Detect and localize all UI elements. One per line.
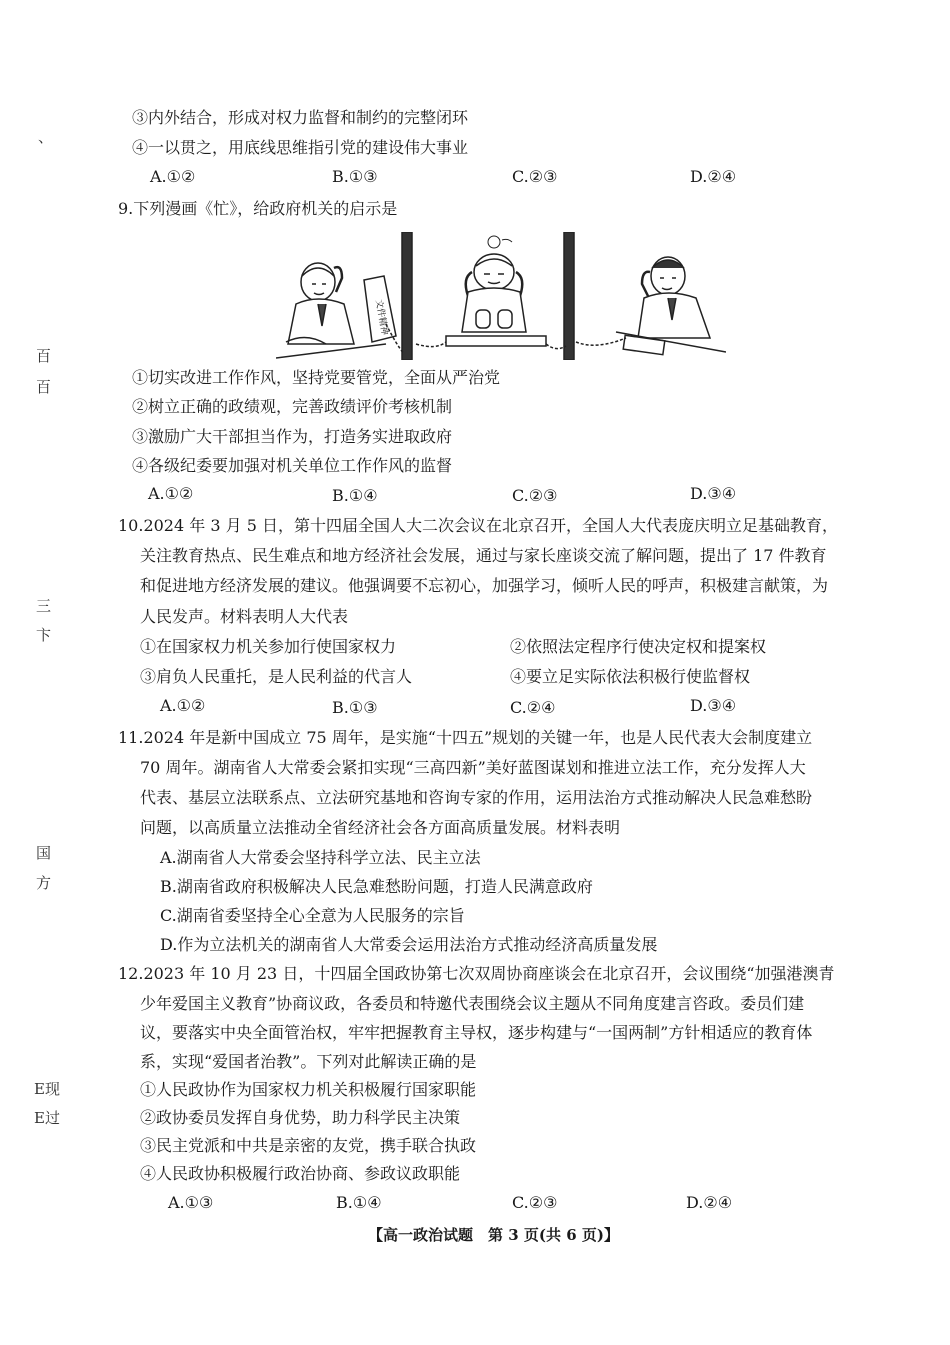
q10-stem-line: 人民发声。材料表明人大代表 — [140, 607, 349, 626]
q10-statement: ①在国家权力机关参加行使国家权力 — [140, 637, 397, 656]
q12-option-c: C.②③ — [512, 1193, 558, 1212]
q10-option-a: A.①② — [160, 696, 206, 715]
q11-option-d: D.作为立法机关的湖南省人大常委会运用法治方式推动经济高质量发展 — [160, 935, 658, 954]
q9-option-d: D.③④ — [690, 484, 737, 503]
q11-stem-line: 代表、基层立法联系点、立法研究基地和咨询专家的作用，运用法治方式推动解决人民急难愁盼 — [140, 788, 813, 807]
q12-statement: ③民主党派和中共是亲密的友党，携手联合执政 — [140, 1136, 477, 1155]
cartoon-busy-image — [276, 232, 726, 360]
q11-option-b: B.湖南省政府积极解决人民急难愁盼问题，打造人民满意政府 — [160, 877, 593, 896]
q8-option-b: B.①③ — [332, 167, 378, 186]
q11-stem-line: 问题，以高质量立法推动全省经济社会各方面高质量发展。材料表明 — [140, 818, 621, 837]
wall-divider — [564, 232, 574, 360]
margin-fragment: 百 — [36, 347, 52, 365]
q8-option-a: A.①② — [150, 167, 196, 186]
page-footer: 【高一政治试题 第 3 页(共 6 页)】 — [368, 1226, 619, 1244]
margin-fragment: E现 — [34, 1080, 60, 1098]
margin-fragment: 百 — [36, 378, 52, 396]
q8-statement: ④一以贯之，用底线思维指引党的建设伟大事业 — [132, 138, 469, 157]
margin-fragment: 方 — [36, 874, 52, 892]
q12-stem-line: 12.2023 年 10 月 23 日，十四届全国政协第七次双周协商座谈会在北京召开，会议围绕“加强港澳青 — [118, 964, 835, 983]
q8-option-c: C.②③ — [512, 167, 558, 186]
q9-statement: ③激励广大干部担当作为，打造务实进取政府 — [132, 427, 453, 446]
q10-stem-line: 关注教育热点、民生难点和地方经济社会发展，通过与家长座谈交流了解问题，提出了 17 件教育 — [140, 546, 827, 565]
wall-divider — [402, 232, 412, 360]
q12-option-d: D.②④ — [686, 1193, 733, 1212]
q10-stem-line: 和促进地方经济发展的建议。他强调要不忘初心，加强学习，倾听人民的呼声，积极建言献策，为 — [140, 576, 829, 595]
q12-stem-line: 少年爱国主义教育”协商议政，各委员和特邀代表围绕会议主题从不同角度建言咨政。委员们建 — [140, 994, 805, 1013]
q11-stem-line: 70 周年。湖南省人大常委会紧扣实现“三高四新”美好蓝图谋划和推进立法工作，充分发挥人大 — [140, 758, 806, 777]
q9-stem: 9.下列漫画《忙》，给政府机关的启示是 — [118, 199, 398, 218]
q12-statement: ①人民政协作为国家权力机关积极履行国家职能 — [140, 1080, 477, 1099]
q12-stem-line: 系，实现“爱国者治教”。下列对此解读正确的是 — [140, 1052, 477, 1071]
margin-fragment: 国 — [36, 844, 52, 862]
q11-option-c: C.湖南省委坚持全心全意为人民服务的宗旨 — [160, 906, 465, 925]
q10-stem-line: 10.2024 年 3 月 5 日，第十四届全国人大二次会议在北京召开，全国人大代表庞庆明立足基础教育， — [118, 516, 838, 535]
q8-option-d: D.②④ — [690, 167, 737, 186]
q9-option-a: A.①② — [148, 484, 194, 503]
q12-statement: ②政协委员发挥自身优势，助力科学民主决策 — [140, 1108, 461, 1127]
margin-fragment: 、 — [38, 128, 54, 146]
q10-option-b: B.①③ — [332, 698, 378, 717]
q9-option-c: C.②③ — [512, 486, 558, 505]
margin-fragment: 三 — [36, 597, 52, 615]
q12-option-b: B.①④ — [336, 1193, 382, 1212]
q10-statement: ③肩负人民重托，是人民利益的代言人 — [140, 667, 413, 686]
q10-option-d: D.③④ — [690, 696, 737, 715]
q9-statement: ④各级纪委要加强对机关单位工作作风的监督 — [132, 456, 453, 475]
q12-statement: ④人民政协积极履行政治协商、参政议政职能 — [140, 1164, 461, 1183]
q12-option-a: A.①③ — [168, 1193, 214, 1212]
q9-statement: ①切实改进工作作风，坚持党要管党，全面从严治党 — [132, 368, 501, 387]
q10-statement: ②依照法定程序行使决定权和提案权 — [510, 637, 767, 656]
margin-fragment: 卞 — [36, 626, 52, 644]
q9-statement: ②树立正确的政绩观，完善政绩评价考核机制 — [132, 397, 453, 416]
q12-stem-line: 议，要落实中央全面管治权，牢牢把握教育主导权，逐步构建与“一国两制”方针相适应的教育体 — [140, 1023, 813, 1042]
q11-option-a: A.湖南省人大常委会坚持科学立法、民主立法 — [160, 848, 481, 867]
q10-statement: ④要立足实际依法积极行使监督权 — [510, 667, 751, 686]
margin-fragment: E过 — [34, 1109, 60, 1127]
q9-option-b: B.①④ — [332, 486, 378, 505]
q10-option-c: C.②④ — [510, 698, 556, 717]
q11-stem-line: 11.2024 年是新中国成立 75 周年，是实施“十四五”规划的关键一年，也是人民代表大会制度建立 — [118, 728, 813, 747]
q8-statement: ③内外结合，形成对权力监督和制约的完整闭环 — [132, 108, 469, 127]
cartoon-document-label: 文件精神 — [373, 298, 390, 336]
